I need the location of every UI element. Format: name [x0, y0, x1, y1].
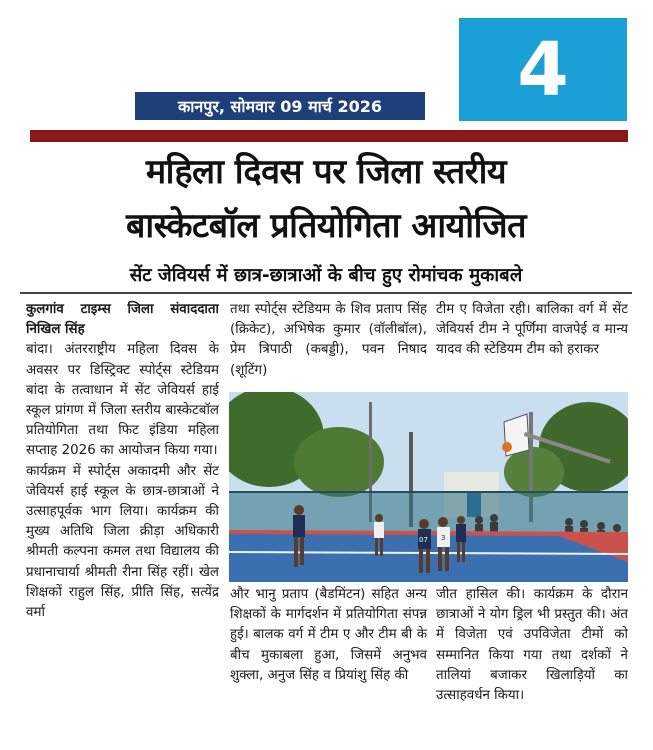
page-number: 4: [517, 26, 569, 113]
header-rule: [30, 130, 628, 142]
article-column-2-top: [230, 300, 427, 386]
article-paragraph-2: कार्यक्रम में स्पोर्ट्स अकादमी और सेंट जेवियर्स हाई स्कूल के छात्र-छात्राओं ने उत्साहपूर्वक भाग लिया। कार्यक्रम की मुख्य अतिथि जिला क्रीड़ा अधिकारी श्रीमती कल्पना कमल तथा विद्यालय की प्रधानाचार्या श्रीमती रीना सिंह रहीं। खेल शिक्षकों राहुल सिंह, प्रीति सिंह, सत्येंद्र वर्मा: [26, 463, 219, 621]
article-column-2-bottom: [230, 585, 427, 745]
subheadline: सेंट जेवियर्स में छात्र-छात्राओं के बीच हुए रोमांचक मुकाबले: [129, 265, 523, 286]
article-column-1: [26, 300, 219, 740]
article-text-col3-bottom: जीत हासिल की। कार्यक्रम के दौरान छात्राओं ने योग ड्रिल भी प्रस्तुत की। अंत में विजेता एवं उपविजेता टीमों को सम्मानित किया गया तथा दर्शकों ने तालियां बजाकर खिलाड़ियों का उत्साहवर्धन किया।: [436, 587, 628, 704]
article-text-col3-top: टीम ए विजेता रही। बालिका वर्ग में सेंट जेवियर्स टीम ने पूर्णिमा वाजपेई व मान्य यादव की स्टेडियम टीम को हराकर: [436, 302, 628, 358]
byline: कुलगांव टाइम्स जिला संवाददाता निखिल सिंह: [26, 302, 219, 338]
page-number-box: [459, 18, 627, 121]
jersey-number-1: 07: [419, 536, 428, 544]
headline-line-1: महिला दिवस पर जिला स्तरीय: [145, 152, 507, 192]
article-text-col2-top: तथा स्पोर्ट्स स्टेडियम के शिव प्रताप सिंह (क्रिकेट), अभिषेक कुमार (वॉलीबॉल), प्रेम त्रिपाठी (कबड्डी), पवन निषाद (शूटिंग): [230, 302, 427, 378]
news-photo-basketball-match: [229, 392, 628, 582]
headline-line-2: बास्केटबॉल प्रतियोगिता आयोजित: [125, 206, 527, 246]
jersey-number-2: 3: [441, 534, 446, 542]
article-column-3-bottom: [436, 585, 628, 745]
dateline-text: कानपुर, सोमवार 09 मार्च 2026: [177, 97, 383, 116]
article-column-3-top: [436, 300, 628, 386]
dateline-banner: [135, 92, 425, 120]
article-text-col2-bottom: और भानु प्रताप (बैडमिंटन) सहित अन्य शिक्षकों के मार्गदर्शन में प्रतियोगिता संपन्न हुई। बालक वर्ग में टीम ए और टीम बी के बीच मुकाबला हुआ, जिसमें अनुभव शुक्ला, अनुज सिंह व प्रियांशु सिंह की: [230, 587, 427, 683]
article-paragraph-1: बांदा। अंतरराष्ट्रीय महिला दिवस के अवसर पर डिस्ट्रिक्ट स्पोर्ट्स स्टेडियम बांदा के तत्वाधान में सेंट जेवियर्स हाई स्कूल प्रांगण में जिला स्तरीय बास्केटबॉल प्रतियोगिता तथा फिट इंडिया महिला सप्ताह 2026 का आयोजन किया गया।: [26, 342, 219, 459]
subheadline-rule: [20, 292, 632, 294]
